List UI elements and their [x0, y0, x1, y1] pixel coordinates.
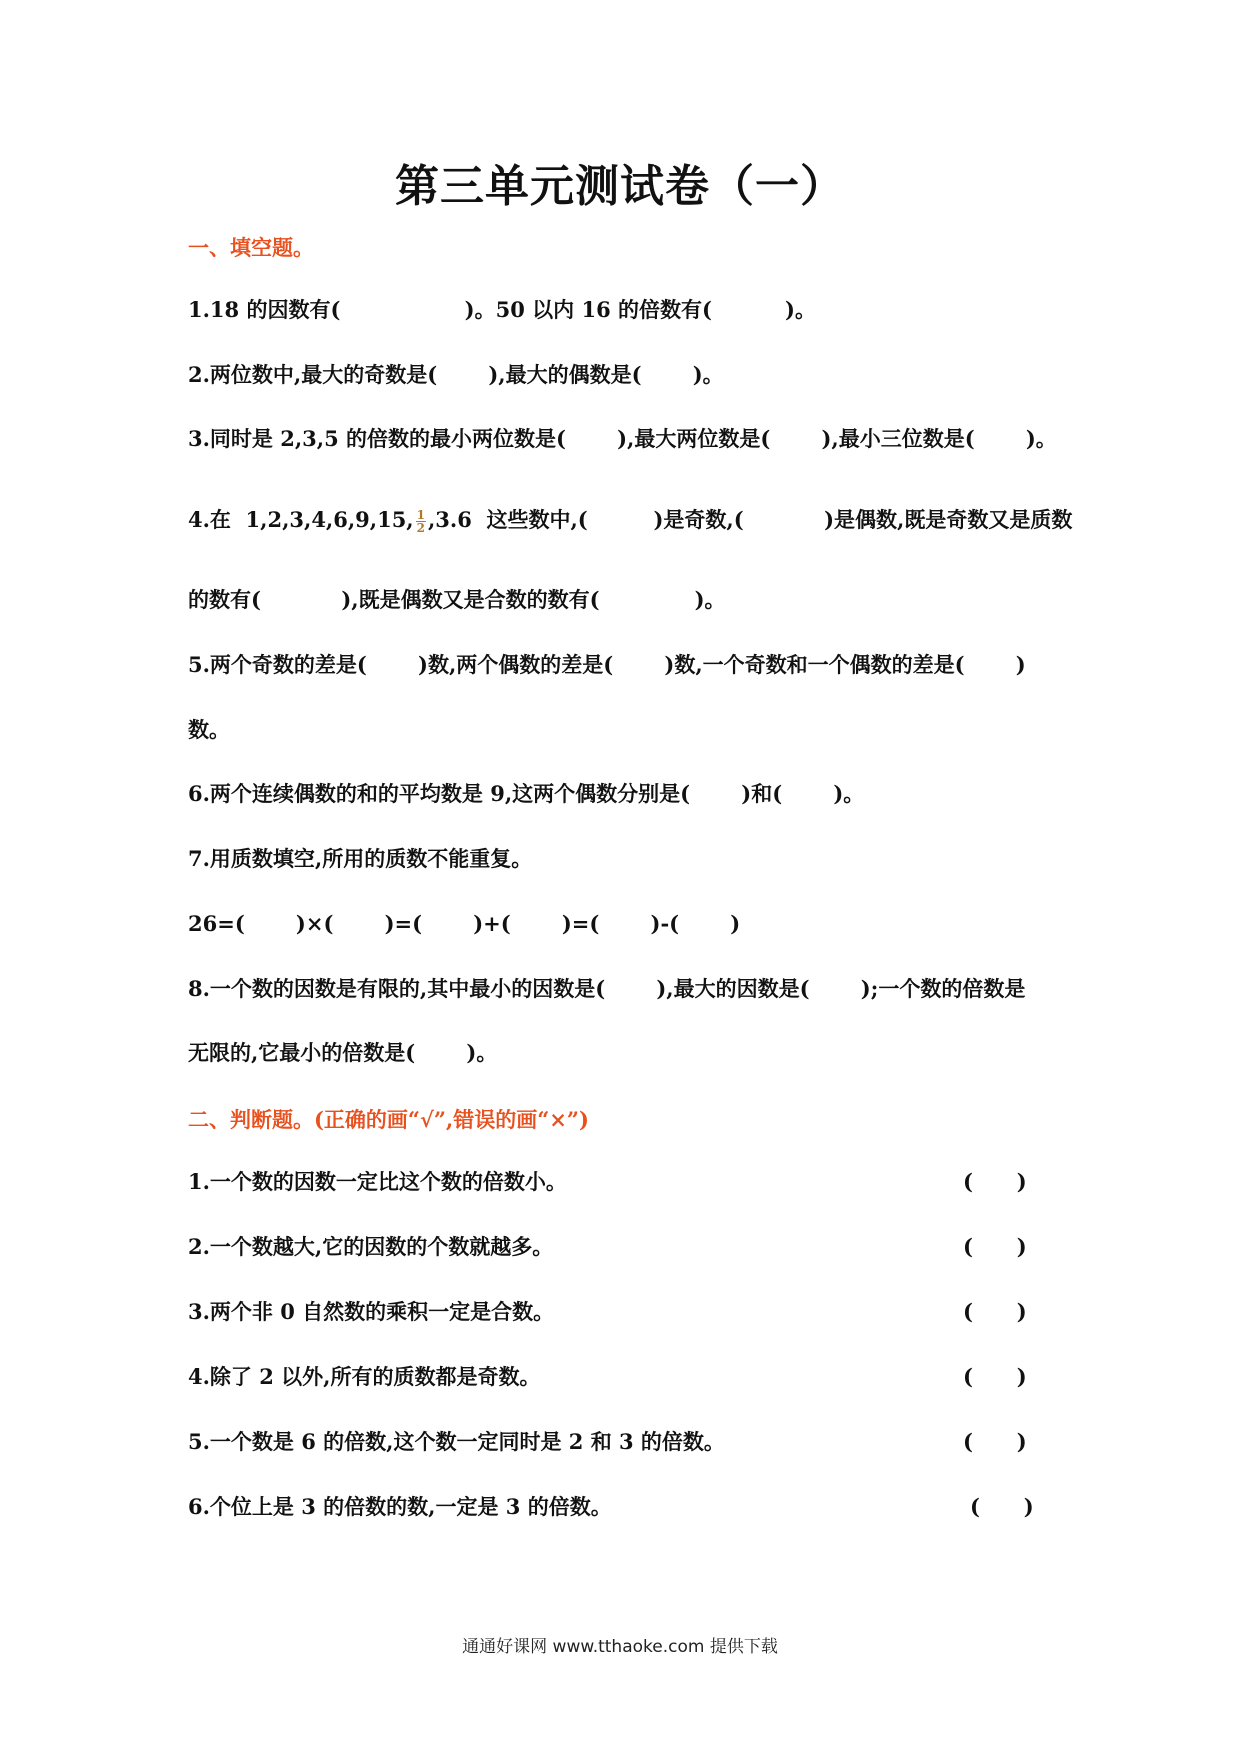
- fraction-numerator: 1: [416, 508, 425, 522]
- question-7-line-1: 7.用质数填空,所用的质数不能重复。: [188, 846, 533, 871]
- section-heading-true-false: 二、判断题。(正确的画“√”,错误的画“×”): [188, 1107, 589, 1132]
- question-6: 6.两个连续偶数的和的平均数是 9,这两个偶数分别是( )和( )。: [188, 781, 865, 806]
- question-7-line-2: 26=( )×( )=( )+( )=( )-( ): [188, 911, 741, 936]
- question-4-text-after: ,3.6 这些数中,( )是奇数,( )是偶数,既是奇数又是质数: [427, 507, 1073, 532]
- section-heading-fill-blank: 一、填空题。: [188, 235, 314, 260]
- answer-parentheses: ( ): [970, 1494, 1034, 1519]
- question-4-line-1: [188, 505, 1072, 535]
- answer-parentheses: ( ): [963, 1364, 1027, 1389]
- answer-parentheses: ( ): [963, 1429, 1027, 1454]
- question-2: 2.两位数中,最大的奇数是( ),最大的偶数是( )。: [188, 362, 724, 387]
- judge-item-text: 4.除了 2 以外,所有的质数都是奇数。: [188, 1364, 541, 1389]
- question-4-text-before: 4.在 1,2,3,4,6,9,15,: [188, 507, 414, 532]
- page-title: 第三单元测试卷（一）: [395, 161, 845, 212]
- answer-parentheses: ( ): [963, 1234, 1027, 1259]
- question-4-line-2: 的数有( ),既是偶数又是合数的数有( )。: [188, 587, 726, 612]
- question-8-line-2: 无限的,它最小的倍数是( )。: [188, 1040, 498, 1065]
- judge-item-text: 1.一个数的因数一定比这个数的倍数小。: [188, 1169, 567, 1194]
- question-5-line-1: 5.两个奇数的差是( )数,两个偶数的差是( )数,一个奇数和一个偶数的差是( ): [188, 652, 1026, 677]
- footer-source-note: 通通好课网 www.tthaoke.com 提供下载: [462, 1637, 778, 1657]
- judge-item-text: 3.两个非 0 自然数的乘积一定是合数。: [188, 1299, 555, 1324]
- question-8-line-1: 8.一个数的因数是有限的,其中最小的因数是( ),最大的因数是( );一个数的倍数是: [188, 976, 1026, 1001]
- question-3: 3.同时是 2,3,5 的倍数的最小两位数是( ),最大两位数是( ),最小三位数是( )。: [188, 426, 1057, 451]
- answer-parentheses: ( ): [963, 1169, 1027, 1194]
- question-1: 1.18 的因数有( )。50 以内 16 的倍数有( )。: [188, 297, 816, 322]
- answer-parentheses: ( ): [963, 1299, 1027, 1324]
- judge-item-text: 2.一个数越大,它的因数的个数就越多。: [188, 1234, 554, 1259]
- judge-item-text: 5.一个数是 6 的倍数,这个数一定同时是 2 和 3 的倍数。: [188, 1429, 725, 1454]
- fraction-denominator: 2: [416, 521, 425, 535]
- fraction-one-half: [416, 509, 426, 534]
- judge-item-text: 6.个位上是 3 的倍数的数,一定是 3 的倍数。: [188, 1494, 612, 1519]
- question-5-line-2: 数。: [188, 717, 230, 742]
